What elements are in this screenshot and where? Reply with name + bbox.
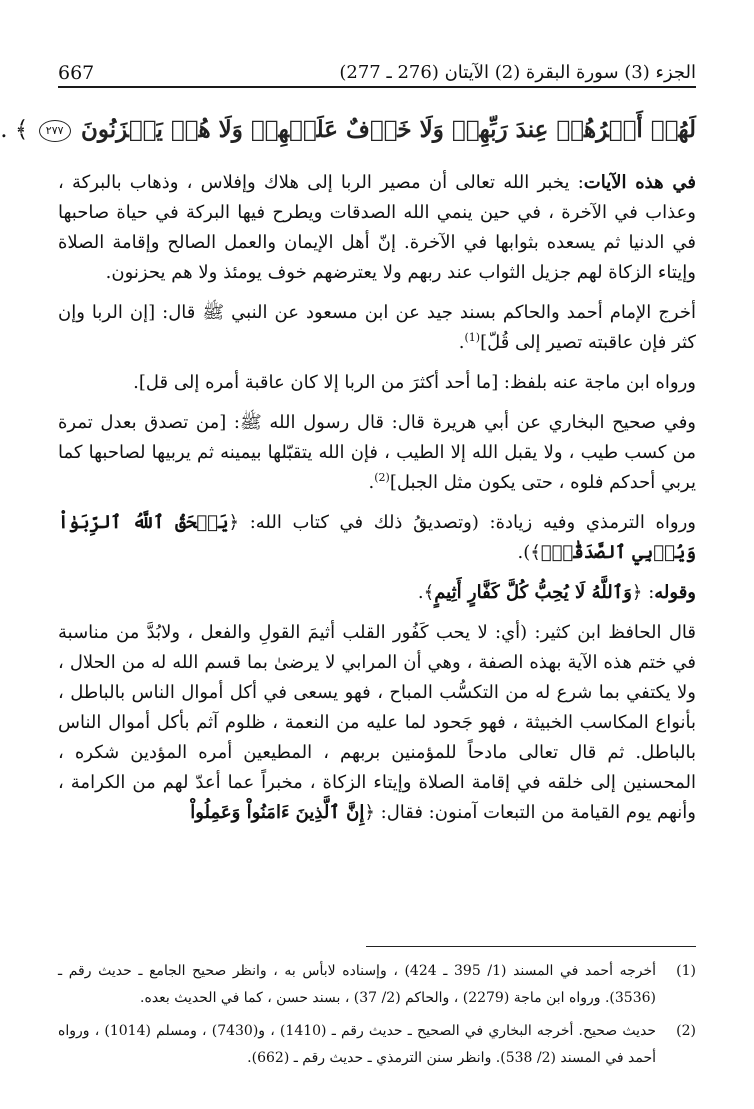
paragraph-ibn-kathir: [58, 618, 696, 828]
quran-quote: إِنَّ ٱلَّذِينَ ءَامَنُواْ وَعَمِلُواْ: [190, 802, 365, 823]
section-lead: وقوله: [654, 582, 696, 603]
commentary-text: قال الحافظ ابن كثير: (أي: لا يحب كَفُور القلب أثيمَ القولِ والفعل ، ولابُدَّ من مناسبة في ختم هذه الآية بهذه الصفة ، وهي أن المرابي لا يرضىٰ بما قسم الله له من الحلال ، ولا يكتفي بما شرع له من التكسُّب المباح ، فهو يسعى في أكل أموال الناس بالباطل ، بأنواع المكاسب الخبيثة ، فهو جَحود لما عليه من النعمة ، ظلوم آثم بأكل أموال الناس بالباطل. ثم قال تعالى مادحاً للمؤمنين بربهم ، المطيعين أمره المؤدين شكره ، المحسنين إلى خلقه في إقامة الصلاة وإيتاء الزكاة ، مخبراً عما أعدّ لهم من الكرامة ، وأنهم يوم القيامة من التبعات آمنون: فقال: ﴿: [58, 622, 696, 823]
punctuation: ﴾).: [517, 542, 541, 563]
footnote-ref: (2): [374, 471, 390, 484]
page-number: 667: [58, 62, 95, 84]
footnote-item: [58, 958, 696, 1012]
footnotes: [58, 958, 696, 1078]
verse-close: ﴾ .: [0, 117, 29, 143]
paragraph-tirmidhi: [58, 508, 696, 568]
quran-quote: يَمۡحَقُ ٱللَّهُ ٱلرِّبَوٰاْ وَيُرۡبِي ٱلصَّدَقَٰتِۗ: [58, 512, 696, 563]
paragraph-hadith-bukhari: [58, 408, 696, 498]
main-text: [0, 108, 696, 838]
quran-quote: وَٱللَّهُ لَا يُحِبُّ كُلَّ كَفَّارٍ أَثِيمٍ: [434, 582, 632, 603]
footnote-text: أخرجه أحمد في المسند (1/ 395 ـ 424) ، وإسناده لابأس به ، وانظر صحيح الجامع ـ حديث رقم ـ (3536). ورواه ابن ماجة (2279) ، والحاكم (2/ 37) ، بسند حسن ، كما في الحديث بعده.: [58, 963, 657, 1006]
section-lead: في هذه الآيات: [583, 172, 696, 193]
verse-number-badge: ٢٧٧: [39, 120, 71, 142]
paragraph-summary: [58, 168, 696, 288]
paragraph-hadith-ahmad: [58, 298, 696, 358]
quran-verse: [0, 108, 696, 152]
hadith-text: أخرج الإمام أحمد والحاكم بسند جيد عن ابن مسعود عن النبي ﷺ قال: [إن الربا وإن كثر فإن عاقبته تصير إلى قُلّ]: [58, 302, 696, 353]
footnote-number: (2): [676, 1023, 696, 1039]
narration-text: ورواه الترمذي وفيه زيادة: (وتصديقُ ذلك في كتاب الله: ﴿: [228, 512, 696, 533]
footnote-text: حديث صحيح. أخرجه البخاري في الصحيح ـ حديث رقم ـ (1410) ، و(7430) ، ومسلم (1014) ، ورواه أحمد في المسند (2/ 538). وانظر سنن الترمذي ـ حديث رقم ـ (662).: [58, 1023, 657, 1066]
footnote-divider: [366, 946, 696, 947]
footnote-number: (1): [676, 963, 696, 979]
punctuation: .: [458, 332, 465, 353]
punctuation: : ﴿: [631, 582, 655, 603]
hadith-text: وفي صحيح البخاري عن أبي هريرة قال: قال رسول الله ﷺ: [من تصدق بعدل تمرة من كسب طيب ، ولا يقبل الله إلا الطيب ، فإن الله يتقبّلها بيمينه ثم يربيها لصاحبها كما يربي أحدكم فلوه ، حتى يكون مثل الجبل]: [58, 412, 696, 493]
paragraph-ibn-majah: ورواه ابن ماجة عنه بلفظ: [ما أحد أكثرَ من الربا إلا كان عاقبة أمره إلى قل].: [133, 372, 696, 393]
punctuation: .: [368, 472, 375, 493]
running-header: [58, 56, 696, 88]
punctuation: ﴾.: [417, 582, 435, 603]
footnote-ref: (1): [464, 331, 481, 344]
running-title: الجزء (3) سورة البقرة (2) الآيتان (276 ـ 277): [339, 62, 696, 83]
summary-text: : يخبر الله تعالى أن مصير الربا إلى هلاك وإفلاس ، وذهاب بالبركة ، وعذاب في الآخرة ، في حين ينمي الله الصدقات ويطرح فيها البركة في حياة صاحبها في الدنيا ثم يسعده بثوابها في الآخرة. إنّ أهل الإيمان والعمل الصالح وإقامة الصلاة وإيتاء الزكاة لهم جزيل الثواب عند ربهم ولا يعترضهم خوف يومئذ ولا هم يحزنون.: [58, 172, 696, 283]
paragraph-verse-commentary-heading: [58, 578, 696, 608]
footnote-item: [58, 1018, 696, 1072]
verse-text: لَهُمۡ أَجۡرُهُمۡ عِندَ رَبِّهِمۡ وَلَا خَوۡفٌ عَلَيۡهِمۡ وَلَا هُمۡ يَحۡزَنُونَ: [80, 116, 696, 143]
